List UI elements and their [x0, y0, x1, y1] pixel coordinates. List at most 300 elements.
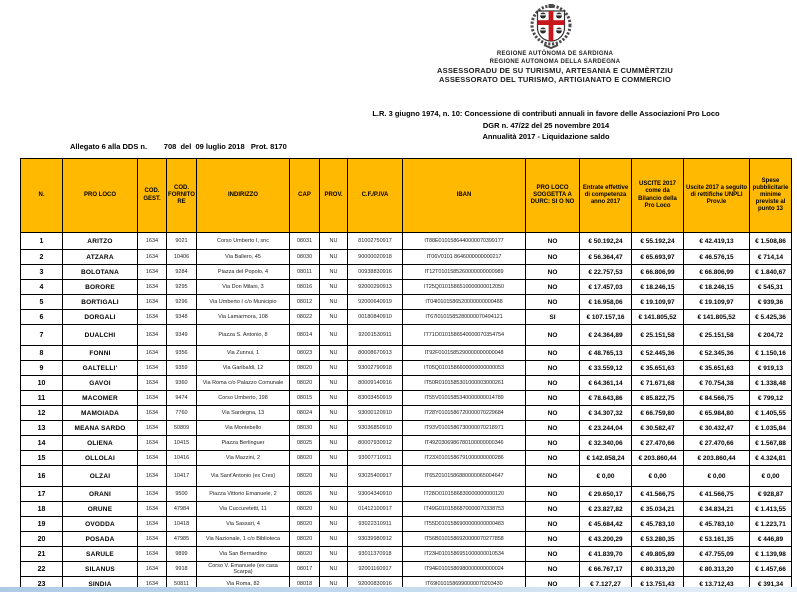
cell-n: 1: [21, 233, 63, 250]
cell-cap: 08016: [290, 280, 320, 295]
cell-uscite-bilancio: € 0,00: [632, 466, 684, 487]
cell-uscite-rettifiche: € 0,00: [684, 466, 750, 487]
cell-cf-piva: 00938830916: [348, 265, 403, 280]
cell-cod-fornitore: 10416: [167, 451, 197, 466]
cell-cod-fornitore: 9284: [167, 265, 197, 280]
cell-n: 6: [21, 310, 63, 325]
cell-uscite-rettifiche: € 141.805,52: [684, 310, 750, 325]
cell-cf-piva: 93039980912: [348, 532, 403, 547]
cell-durc: NO: [526, 280, 580, 295]
table-row: [21, 233, 792, 250]
table-row: [21, 487, 792, 502]
cell-cod-gest: 1634: [138, 517, 167, 532]
cell-iban: IT93V0101586730000070218971: [403, 421, 526, 436]
cell-iban: IT04I0101586520000000000488: [403, 295, 526, 310]
cell-uscite-bilancio: € 66.806,99: [632, 265, 684, 280]
cell-durc: NO: [526, 376, 580, 391]
cell-cod-gest: 1634: [138, 265, 167, 280]
cell-prov: NU: [320, 265, 348, 280]
cell-uscite-bilancio: € 49.805,89: [632, 547, 684, 562]
cell-durc: NO: [526, 436, 580, 451]
cell-durc: NO: [526, 406, 580, 421]
cell-indirizzo: Via Ballero, 45: [197, 250, 290, 265]
cell-entrate-2017: € 66.767,17: [580, 562, 632, 577]
cell-cf-piva: 80009140916: [348, 376, 403, 391]
cell-durc: NO: [526, 532, 580, 547]
col-header-cf-piva: C.F./P.IVA: [348, 159, 403, 233]
cell-iban: IT06V0101 8646000000000217: [403, 250, 526, 265]
table-row: [21, 280, 792, 295]
cell-cf-piva: 90000020918: [348, 250, 403, 265]
table-row: [21, 406, 792, 421]
cell-cod-gest: 1634: [138, 436, 167, 451]
cell-durc: NO: [526, 487, 580, 502]
cell-entrate-2017: € 41.839,70: [580, 547, 632, 562]
cell-iban: IT71O0101586540000070354754: [403, 325, 526, 346]
window-bottom-edge: [0, 587, 797, 592]
cell-cod-fornitore: 47985: [167, 532, 197, 547]
cell-uscite-rettifiche: € 80.313,20: [684, 562, 750, 577]
cell-durc: NO: [526, 361, 580, 376]
cell-pro-loco: OVODDA: [63, 517, 138, 532]
cell-iban: IT49G0101586870000070338753: [403, 502, 526, 517]
cell-spese-pubblicitarie: € 5.425,36: [750, 310, 792, 325]
cell-cod-fornitore: 9918: [167, 562, 197, 577]
cell-uscite-bilancio: € 53.280,35: [632, 532, 684, 547]
cell-indirizzo: Piazza Vittorio Emanuele, 2: [197, 487, 290, 502]
cell-indirizzo: Via Zunnui, 1: [197, 346, 290, 361]
cell-pro-loco: SILANUS: [63, 562, 138, 577]
cell-durc: NO: [526, 346, 580, 361]
cell-entrate-2017: € 0,00: [580, 466, 632, 487]
cell-iban: IT28Y0101586720000070229684: [403, 406, 526, 421]
cell-prov: NU: [320, 517, 348, 532]
cell-uscite-bilancio: € 45.783,10: [632, 517, 684, 532]
cell-spese-pubblicitarie: € 4.324,81: [750, 451, 792, 466]
cell-durc: NO: [526, 451, 580, 466]
pro-loco-contributions-table: [20, 158, 792, 592]
cell-durc: NO: [526, 547, 580, 562]
cell-indirizzo: Via San Bernardino: [197, 547, 290, 562]
cell-cap: 08012: [290, 295, 320, 310]
cell-indirizzo: Via Lamarmora, 108: [197, 310, 290, 325]
cell-n: 16: [21, 466, 63, 487]
cell-iban: IT69I0101586990000070203430: [403, 577, 526, 592]
cell-iban: IT56B0101586920000070277858: [403, 532, 526, 547]
col-header-durc: PRO LOCO SOGGETTA A DURC: SI O NO: [526, 159, 580, 233]
cell-pro-loco: GAVOI: [63, 376, 138, 391]
cell-cap: 08015: [290, 391, 320, 406]
cell-entrate-2017: € 78.643,86: [580, 391, 632, 406]
cell-pro-loco: OLIENA: [63, 436, 138, 451]
cell-entrate-2017: € 56.364,47: [580, 250, 632, 265]
cell-uscite-bilancio: € 18.246,15: [632, 280, 684, 295]
table-row: [21, 517, 792, 532]
cell-cod-fornitore: 9500: [167, 487, 197, 502]
cell-uscite-rettifiche: € 84.566,75: [684, 391, 750, 406]
cell-iban: IT88E0101586440000070399177: [403, 233, 526, 250]
cell-uscite-rettifiche: € 42.419,13: [684, 233, 750, 250]
cell-pro-loco: ORUNE: [63, 502, 138, 517]
cell-entrate-2017: € 23.827,82: [580, 502, 632, 517]
cell-spese-pubblicitarie: € 919,13: [750, 361, 792, 376]
cell-pro-loco: BORTIGALI: [63, 295, 138, 310]
cell-cod-gest: 1634: [138, 562, 167, 577]
cell-uscite-rettifiche: € 18.246,15: [684, 280, 750, 295]
cell-indirizzo: Via Sassari, 4: [197, 517, 290, 532]
cell-cf-piva: 93036850910: [348, 421, 403, 436]
cell-spese-pubblicitarie: € 1.150,16: [750, 346, 792, 361]
cell-pro-loco: GALTELLI': [63, 361, 138, 376]
col-header-indirizzo: INDIRIZZO: [197, 159, 290, 233]
cell-indirizzo: Via Mazzini, 2: [197, 451, 290, 466]
org-header: [355, 51, 755, 85]
cell-cap: 08011: [290, 265, 320, 280]
department-name-sardinian: ASSESSORADU DE SU TURISMU, ARTESANIA E CUMMÈRTZIU: [437, 66, 673, 75]
col-header-uscite-bilancio: USCITE 2017 come da Bilancio della Pro Loco: [632, 159, 684, 233]
cell-entrate-2017: € 29.650,17: [580, 487, 632, 502]
cell-spese-pubblicitarie: € 1.139,98: [750, 547, 792, 562]
cell-cap: 08020: [290, 466, 320, 487]
cell-spese-pubblicitarie: € 391,34: [750, 577, 792, 592]
cell-cod-fornitore: 47984: [167, 502, 197, 517]
table-row: [21, 562, 792, 577]
cell-n: 4: [21, 280, 63, 295]
col-header-uscite-rettifiche: Uscite 2017 a seguito di rettifiche UNPLI Prov.le: [684, 159, 750, 233]
cell-iban: IT94E0101586980000000000024: [403, 562, 526, 577]
document-title: [300, 108, 792, 143]
cell-cf-piva: 92000830916: [348, 577, 403, 592]
cell-cap: 08020: [290, 361, 320, 376]
title-law-reference: L.R. 3 giugno 1974, n. 10: Concessione di contributi annuali in favore delle Associazioni Pro Loco: [372, 109, 720, 118]
region-name-sardinian: REGIONE AUTÒNOMA DE SARDIGNA: [496, 51, 614, 57]
cell-uscite-rettifiche: € 13.712,43: [684, 577, 750, 592]
cell-pro-loco: MACOMER: [63, 391, 138, 406]
cell-uscite-bilancio: € 85.822,75: [632, 391, 684, 406]
cell-pro-loco: BOLOTANA: [63, 265, 138, 280]
cell-spese-pubblicitarie: € 446,89: [750, 532, 792, 547]
cell-entrate-2017: € 32.340,06: [580, 436, 632, 451]
cell-iban: IT28O0101586830000000000120: [403, 487, 526, 502]
cell-prov: NU: [320, 466, 348, 487]
cell-pro-loco: OLZAI: [63, 466, 138, 487]
cell-durc: NO: [526, 295, 580, 310]
cell-entrate-2017: € 24.364,89: [580, 325, 632, 346]
cell-cod-gest: 1634: [138, 502, 167, 517]
cell-spese-pubblicitarie: € 1.413,55: [750, 502, 792, 517]
cell-prov: NU: [320, 346, 348, 361]
cell-cod-gest: 1634: [138, 233, 167, 250]
attachment-reference-line: Allegato 6 alla DDS n. 708 del 09 luglio 2018 Prot. 8170: [70, 142, 287, 151]
cell-indirizzo: Via Montebello: [197, 421, 290, 436]
cell-uscite-bilancio: € 55.192,24: [632, 233, 684, 250]
cell-pro-loco: BORORE: [63, 280, 138, 295]
cell-uscite-bilancio: € 41.566,75: [632, 487, 684, 502]
cell-uscite-rettifiche: € 66.806,99: [684, 265, 750, 280]
col-header-cod-fornitore: COD. FORNITORE: [167, 159, 197, 233]
cell-pro-loco: FONNI: [63, 346, 138, 361]
cell-durc: NO: [526, 250, 580, 265]
cell-n: 20: [21, 532, 63, 547]
cell-cod-fornitore: 9349: [167, 325, 197, 346]
table-row: [21, 502, 792, 517]
cell-prov: NU: [320, 502, 348, 517]
cell-cod-gest: 1634: [138, 421, 167, 436]
cell-cod-gest: 1634: [138, 295, 167, 310]
cell-prov: NU: [320, 451, 348, 466]
cell-uscite-bilancio: € 141.805,52: [632, 310, 684, 325]
cell-spese-pubblicitarie: € 204,72: [750, 325, 792, 346]
cell-durc: NO: [526, 517, 580, 532]
cell-uscite-rettifiche: € 45.783,10: [684, 517, 750, 532]
cell-iban: IT55V0101585340000000014789: [403, 391, 526, 406]
cell-durc: NO: [526, 562, 580, 577]
cell-uscite-rettifiche: € 41.566,75: [684, 487, 750, 502]
cell-durc: NO: [526, 325, 580, 346]
cell-cap: 08024: [290, 406, 320, 421]
cell-prov: NU: [320, 562, 348, 577]
table-row: [21, 466, 792, 487]
cell-durc: NO: [526, 265, 580, 280]
region-name-italian: REGIONE AUTONOMA DELLA SARDEGNA: [489, 58, 621, 65]
table-row: [21, 391, 792, 406]
cell-n: 3: [21, 265, 63, 280]
cell-cf-piva: 81002750917: [348, 233, 403, 250]
cell-prov: NU: [320, 295, 348, 310]
cell-cf-piva: 01412100917: [348, 502, 403, 517]
cell-cod-gest: 1634: [138, 547, 167, 562]
cell-prov: NU: [320, 391, 348, 406]
cell-uscite-bilancio: € 66.759,80: [632, 406, 684, 421]
cell-prov: NU: [320, 421, 348, 436]
cell-prov: NU: [320, 280, 348, 295]
cell-entrate-2017: € 48.765,13: [580, 346, 632, 361]
cell-cap: 08026: [290, 487, 320, 502]
cell-indirizzo: Via Cuccuretetti, 11: [197, 502, 290, 517]
cell-iban: IT23H0101586951000000010534: [403, 547, 526, 562]
cell-n: 12: [21, 406, 63, 421]
cell-pro-loco: ARITZO: [63, 233, 138, 250]
cell-entrate-2017: € 33.559,12: [580, 361, 632, 376]
cell-durc: SI: [526, 310, 580, 325]
cell-pro-loco: SARULE: [63, 547, 138, 562]
cell-cod-fornitore: 10406: [167, 250, 197, 265]
cell-cod-fornitore: 50809: [167, 421, 197, 436]
cell-cod-fornitore: 9474: [167, 391, 197, 406]
cell-uscite-bilancio: € 203.860,44: [632, 451, 684, 466]
cell-prov: NU: [320, 250, 348, 265]
cell-cap: 08020: [290, 502, 320, 517]
cell-cod-fornitore: 10418: [167, 517, 197, 532]
cell-cap: 08020: [290, 451, 320, 466]
col-header-entrate-2017: Entrate effettive di competenza anno 2017: [580, 159, 632, 233]
cell-spese-pubblicitarie: € 1.405,55: [750, 406, 792, 421]
cell-durc: NO: [526, 233, 580, 250]
cell-uscite-bilancio: € 19.109,97: [632, 295, 684, 310]
cell-uscite-bilancio: € 52.445,36: [632, 346, 684, 361]
cell-pro-loco: ATZARA: [63, 250, 138, 265]
cell-spese-pubblicitarie: € 939,36: [750, 295, 792, 310]
cell-cf-piva: 92000290913: [348, 280, 403, 295]
cell-entrate-2017: € 22.757,53: [580, 265, 632, 280]
cell-entrate-2017: € 50.192,24: [580, 233, 632, 250]
cell-pro-loco: MEANA SARDO: [63, 421, 138, 436]
cell-cod-fornitore: 50811: [167, 577, 197, 592]
cell-iban: IT65Z0101586880000065004647: [403, 466, 526, 487]
cell-prov: NU: [320, 436, 348, 451]
table-header: [21, 159, 792, 233]
cell-cod-fornitore: 9899: [167, 547, 197, 562]
cell-cod-gest: 1634: [138, 310, 167, 325]
table-row: [21, 265, 792, 280]
cell-durc: NO: [526, 502, 580, 517]
cell-cod-fornitore: 9356: [167, 346, 197, 361]
col-header-cod-gest: COD. GEST.: [138, 159, 167, 233]
cell-cf-piva: 80007930912: [348, 436, 403, 451]
cell-cf-piva: 92001530911: [348, 325, 403, 346]
cell-spese-pubblicitarie: € 1.840,67: [750, 265, 792, 280]
table-header-row: [21, 159, 792, 233]
cell-pro-loco: OLLOLAI: [63, 451, 138, 466]
col-header-pro-loco: PRO LOCO: [63, 159, 138, 233]
cell-uscite-rettifiche: € 53.161,35: [684, 532, 750, 547]
cell-cod-fornitore: 9295: [167, 280, 197, 295]
cell-cap: 08030: [290, 250, 320, 265]
cell-uscite-rettifiche: € 65.984,80: [684, 406, 750, 421]
cell-prov: NU: [320, 361, 348, 376]
cell-pro-loco: ORANI: [63, 487, 138, 502]
cell-cod-fornitore: 9021: [167, 233, 197, 250]
cell-iban: IT12T0101585260000000000989: [403, 265, 526, 280]
cell-spese-pubblicitarie: € 714,14: [750, 250, 792, 265]
table-row: [21, 547, 792, 562]
table-row: [21, 295, 792, 310]
cell-durc: NO: [526, 421, 580, 436]
cell-indirizzo: Via Don Milani, 3: [197, 280, 290, 295]
table-row: [21, 421, 792, 436]
cell-uscite-bilancio: € 65.693,97: [632, 250, 684, 265]
cell-indirizzo: Via Garibaldi, 12: [197, 361, 290, 376]
cell-iban: IT92F0101585290000000000048: [403, 346, 526, 361]
cell-indirizzo: Corso Umberto I, snc: [197, 233, 290, 250]
cell-pro-loco: SINDIA: [63, 577, 138, 592]
cell-uscite-bilancio: € 35.034,21: [632, 502, 684, 517]
cell-indirizzo: Piazza del Popolo, 4: [197, 265, 290, 280]
cell-pro-loco: DUALCHI: [63, 325, 138, 346]
cell-iban: IT05Q0101586600000000000053: [403, 361, 526, 376]
cell-cap: 08031: [290, 233, 320, 250]
cell-cod-gest: 1634: [138, 280, 167, 295]
cell-uscite-rettifiche: € 25.151,58: [684, 325, 750, 346]
cell-prov: NU: [320, 532, 348, 547]
title-dgr-reference: DGR n. 47/22 del 25 novembre 2014: [482, 120, 610, 130]
col-header-prov: PROV.: [320, 159, 348, 233]
cell-cf-piva: 93025400917: [348, 466, 403, 487]
table-body: [21, 233, 792, 592]
cell-indirizzo: Corso Umberto, 198: [197, 391, 290, 406]
cell-durc: NO: [526, 577, 580, 592]
cell-iban: IT50R0101585301000003000261: [403, 376, 526, 391]
cell-spese-pubblicitarie: € 1.567,88: [750, 436, 792, 451]
cell-indirizzo: Piazza S. Antonio, 8: [197, 325, 290, 346]
col-header-cap: CAP: [290, 159, 320, 233]
cell-cod-gest: 1634: [138, 391, 167, 406]
cell-n: 14: [21, 436, 63, 451]
cell-spese-pubblicitarie: € 928,87: [750, 487, 792, 502]
cell-indirizzo: Corso V. Emanuele (ex casa Scarpa): [197, 562, 290, 577]
cell-n: 17: [21, 487, 63, 502]
cell-spese-pubblicitarie: € 1.508,86: [750, 233, 792, 250]
cell-cf-piva: 92000640919: [348, 295, 403, 310]
cell-spese-pubblicitarie: € 1.457,66: [750, 562, 792, 577]
cell-cf-piva: 93004340910: [348, 487, 403, 502]
cell-indirizzo: Via Roma, 82: [197, 577, 290, 592]
table-row: [21, 250, 792, 265]
cell-n: 21: [21, 547, 63, 562]
cell-entrate-2017: € 7.127,27: [580, 577, 632, 592]
cell-cf-piva: 93000120910: [348, 406, 403, 421]
cell-entrate-2017: € 142.858,24: [580, 451, 632, 466]
cell-entrate-2017: € 43.200,29: [580, 532, 632, 547]
cell-n: 19: [21, 517, 63, 532]
table-row: [21, 376, 792, 391]
cell-spese-pubblicitarie: € 545,31: [750, 280, 792, 295]
cell-entrate-2017: € 107.157,16: [580, 310, 632, 325]
cell-cap: 08020: [290, 547, 320, 562]
title-annuity: Annualità 2017 - Liquidazione saldo: [482, 132, 610, 142]
cell-cod-gest: 1634: [138, 346, 167, 361]
cell-uscite-rettifiche: € 52.345,36: [684, 346, 750, 361]
cell-cod-fornitore: 10417: [167, 466, 197, 487]
table-row: [21, 436, 792, 451]
cell-durc: NO: [526, 391, 580, 406]
cell-prov: NU: [320, 487, 348, 502]
cell-indirizzo: Piazza Berlinguer: [197, 436, 290, 451]
cell-uscite-rettifiche: € 35.651,63: [684, 361, 750, 376]
department-name-italian: ASSESSORATO DEL TURISMO, ARTIGIANATO E COMMERCIO: [439, 75, 671, 85]
cell-entrate-2017: € 34.307,32: [580, 406, 632, 421]
cell-entrate-2017: € 64.361,14: [580, 376, 632, 391]
cell-cf-piva: 83003450919: [348, 391, 403, 406]
cell-entrate-2017: € 16.958,06: [580, 295, 632, 310]
cell-cf-piva: 80008670913: [348, 346, 403, 361]
cell-iban: IT25Q0101586510000000012050: [403, 280, 526, 295]
table-row: [21, 451, 792, 466]
cell-cod-gest: 1634: [138, 250, 167, 265]
cell-cap: 08023: [290, 346, 320, 361]
cell-entrate-2017: € 23.244,04: [580, 421, 632, 436]
cell-cap: 08014: [290, 325, 320, 346]
table-row: [21, 310, 792, 325]
cell-spese-pubblicitarie: € 1.223,71: [750, 517, 792, 532]
cell-cod-fornitore: 9359: [167, 361, 197, 376]
cell-spese-pubblicitarie: € 1.338,48: [750, 376, 792, 391]
cell-cap: 08020: [290, 517, 320, 532]
cell-cod-gest: 1634: [138, 487, 167, 502]
cell-n: 23: [21, 577, 63, 592]
cell-n: 15: [21, 451, 63, 466]
cell-uscite-bilancio: € 25.151,58: [632, 325, 684, 346]
cell-indirizzo: Via Umberto I c/o Municipio: [197, 295, 290, 310]
table-row: [21, 346, 792, 361]
cell-cod-fornitore: 9348: [167, 310, 197, 325]
sardinia-coat-of-arms-icon: [524, 4, 578, 50]
cell-iban: IT67I0101585280000070494121: [403, 310, 526, 325]
cell-spese-pubblicitarie: € 0,00: [750, 466, 792, 487]
cell-cod-fornitore: 10415: [167, 436, 197, 451]
cell-uscite-rettifiche: € 27.470,66: [684, 436, 750, 451]
cell-uscite-rettifiche: € 70.754,38: [684, 376, 750, 391]
